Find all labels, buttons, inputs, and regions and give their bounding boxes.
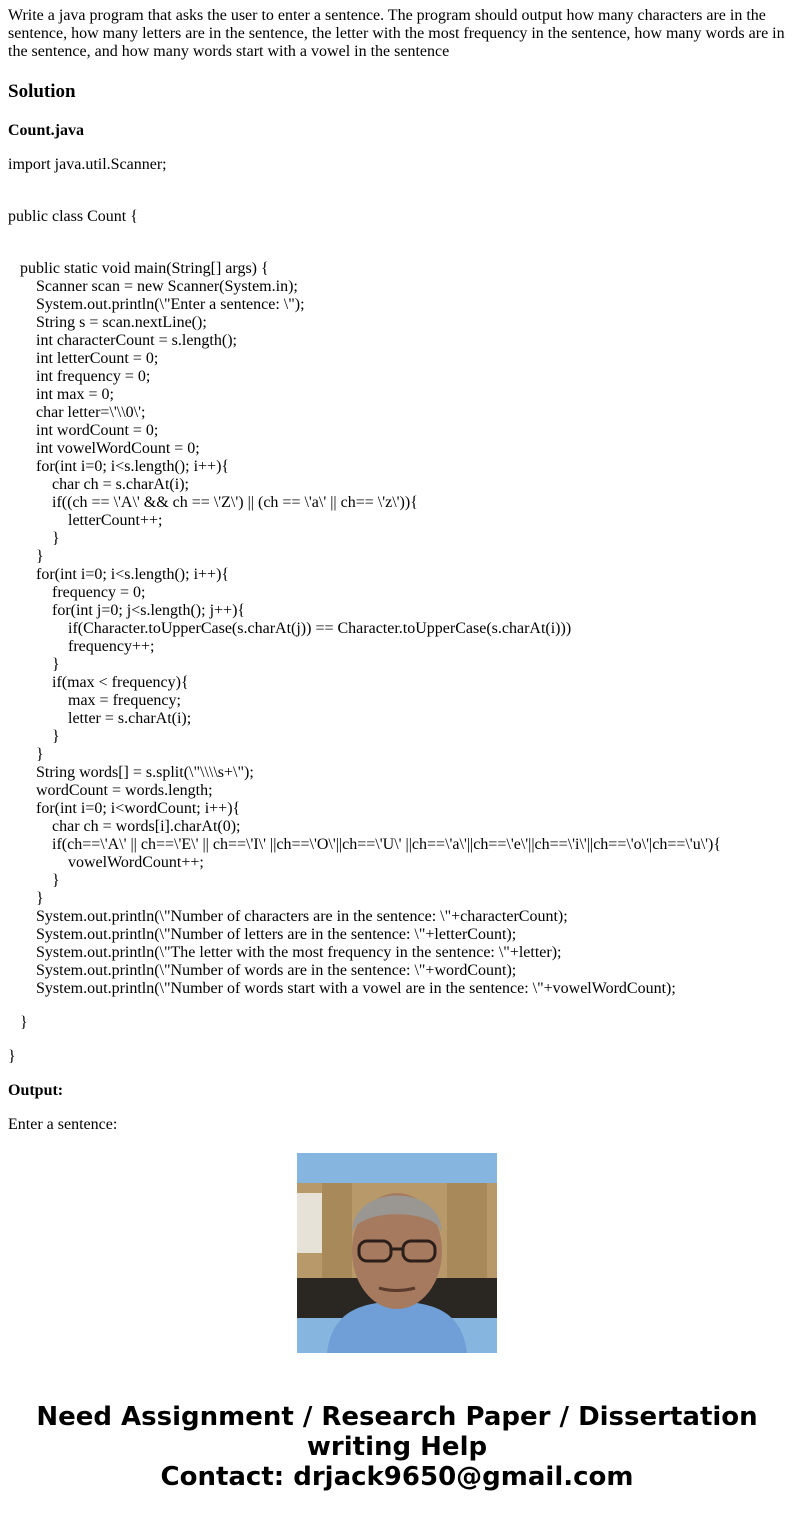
code-line: String words[] = s.split(\"\\\\s+\"); bbox=[8, 764, 254, 781]
code-line: String s = scan.nextLine(); bbox=[8, 314, 207, 331]
code-line: } bbox=[8, 872, 60, 889]
solution-heading: Solution bbox=[8, 81, 76, 102]
code-line: if(max < frequency){ bbox=[8, 674, 189, 691]
output-heading: Output: bbox=[8, 1082, 64, 1099]
file-name-heading: Count.java bbox=[8, 122, 85, 139]
code-line: } bbox=[8, 656, 60, 673]
blank-space bbox=[8, 226, 788, 260]
code-line: int max = 0; bbox=[8, 386, 114, 403]
author-avatar bbox=[297, 1153, 497, 1353]
promo-banner bbox=[0, 1402, 794, 1492]
code-line: System.out.println(\"Number of words are in the sentence: \"+wordCount); bbox=[8, 962, 517, 979]
code-line: System.out.println(\"Enter a sentence: \"); bbox=[8, 296, 305, 313]
code-line: char letter=\'\\0\'; bbox=[8, 404, 146, 421]
question-text: Write a java program that asks the user to enter a sentence. The program should output how many characters are in the sentence, how many letters are in the sentence, the letter with the most frequency in the sentence, how many words are in the sentence, and how many words start with a vowel in the sentence bbox=[8, 7, 785, 60]
code-line: } bbox=[8, 746, 44, 763]
code-line: char ch = s.charAt(i); bbox=[8, 476, 189, 493]
portrait-image bbox=[297, 1153, 497, 1353]
code-main-declaration: public static void main(String[] args) { bbox=[8, 260, 269, 277]
code-line: letter = s.charAt(i); bbox=[8, 710, 192, 727]
promo-contact: Contact: drjack9650@gmail.com bbox=[160, 1462, 634, 1492]
code-line: char ch = words[i].charAt(0); bbox=[8, 818, 241, 835]
code-line: letterCount++; bbox=[8, 512, 163, 529]
code-body bbox=[8, 278, 788, 998]
code-line: int characterCount = s.length(); bbox=[8, 332, 237, 349]
blank-space bbox=[8, 174, 788, 208]
code-line: int vowelWordCount = 0; bbox=[8, 440, 200, 457]
code-line: if(ch==\'A\' || ch==\'E\' || ch==\'I\' ||ch==\'O\'||ch==\'U\' ||ch==\'a\'||ch==\'e\'||ch==\'i\'||ch==\'o\'|ch==\'u\'){ bbox=[8, 836, 722, 853]
code-line: frequency++; bbox=[8, 638, 155, 655]
code-line: if(Character.toUpperCase(s.charAt(j)) == Character.toUpperCase(s.charAt(i))) bbox=[8, 620, 572, 637]
code-line: for(int i=0; i<s.length(); i++){ bbox=[8, 458, 230, 475]
code-line: System.out.println(\"Number of characters are in the sentence: \"+characterCount); bbox=[8, 908, 568, 925]
code-line: Scanner scan = new Scanner(System.in); bbox=[8, 278, 298, 295]
code-line: System.out.println(\"Number of words start with a vowel are in the sentence: \"+vowelWordCount); bbox=[8, 980, 676, 997]
code-block bbox=[8, 156, 788, 1066]
code-line: frequency = 0; bbox=[8, 584, 146, 601]
code-line: vowelWordCount++; bbox=[8, 854, 204, 871]
code-class-close: } bbox=[8, 1048, 16, 1065]
output-text-clipped: Enter a sentence: bbox=[8, 1116, 118, 1133]
code-line: if((ch == \'A\' && ch == \'Z\') || (ch == \'a\' || ch== \'z\')){ bbox=[8, 494, 418, 511]
code-line: for(int i=0; i<s.length(); i++){ bbox=[8, 566, 230, 583]
promo-line-1: Need Assignment / Research Paper / Dissertation bbox=[36, 1402, 758, 1432]
code-line: for(int i=0; i<wordCount; i++){ bbox=[8, 800, 241, 817]
code-line: int frequency = 0; bbox=[8, 368, 151, 385]
blank-space bbox=[8, 998, 788, 1014]
code-line: } bbox=[8, 548, 44, 565]
document-page bbox=[8, 0, 788, 1133]
code-line: System.out.println(\"The letter with the most frequency in the sentence: \"+letter); bbox=[8, 944, 562, 961]
code-line: System.out.println(\"Number of letters are in the sentence: \"+letterCount); bbox=[8, 926, 517, 943]
code-line: max = frequency; bbox=[8, 692, 181, 709]
code-line: wordCount = words.length; bbox=[8, 782, 213, 799]
blank-space bbox=[8, 1032, 788, 1048]
code-line: } bbox=[8, 530, 60, 547]
code-line: for(int j=0; j<s.length(); j++){ bbox=[8, 602, 246, 619]
code-class-declaration: public class Count { bbox=[8, 208, 138, 225]
code-main-close: } bbox=[8, 1014, 28, 1031]
code-import: import java.util.Scanner; bbox=[8, 156, 167, 173]
promo-line-2: writing Help bbox=[306, 1432, 488, 1462]
code-line: } bbox=[8, 728, 60, 745]
code-line: int letterCount = 0; bbox=[8, 350, 159, 367]
code-line: } bbox=[8, 890, 44, 907]
code-line: int wordCount = 0; bbox=[8, 422, 159, 439]
